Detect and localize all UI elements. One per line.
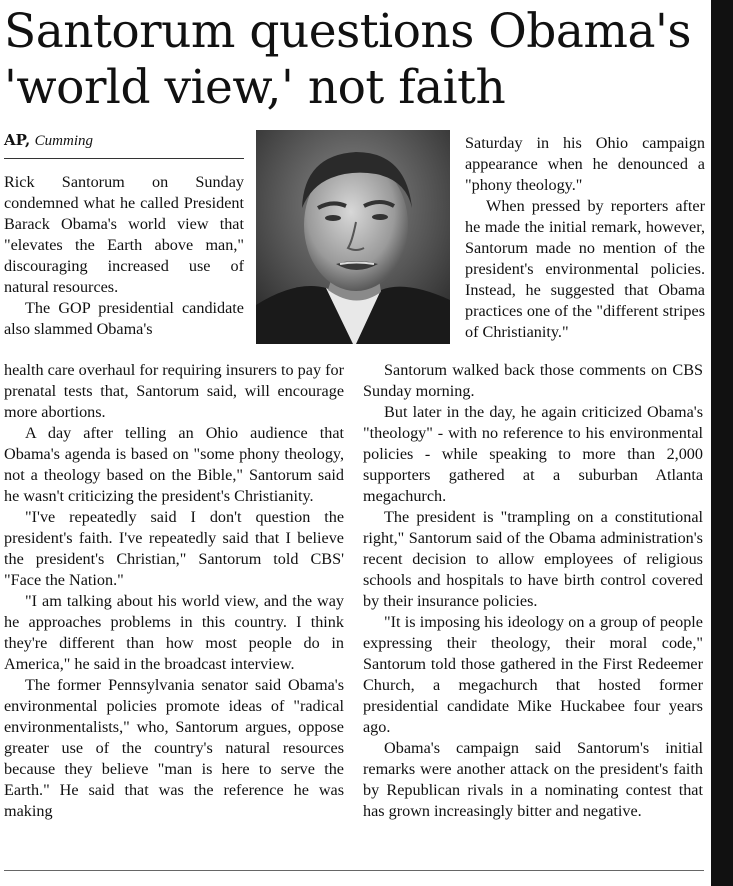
column-2-bottom bbox=[363, 360, 703, 822]
byline bbox=[4, 130, 244, 151]
paragraph: The former Pennsylvania senator said Obama's environmental policies promote ideas of "radical environmentalists," who, Santorum argues, oppose greater use of the country's natural resources because they believe "man is here to serve the Earth." He said that was the reference he was making bbox=[4, 676, 344, 820]
paragraph: The president is "trampling on a constitutional right," Santorum said of the Obama administration's recent decision to allow employees of religious schools and hospitals to have birth control covered by their insurance policies. bbox=[363, 508, 703, 610]
column-1-top bbox=[4, 172, 244, 340]
paragraph: "I am talking about his world view, and the way he approaches problems in this country. I think they're different than how most people do in America," he said in the broadcast interview. bbox=[4, 592, 344, 673]
byline-location: Cumming bbox=[34, 133, 94, 149]
bottom-divider bbox=[4, 870, 704, 871]
paragraph: "I've repeatedly said I don't question the president's faith. I've repeatedly said that I believe the president's Christian," Santorum told CBS' "Face the Nation." bbox=[4, 508, 344, 589]
byline-source: AP, bbox=[4, 131, 31, 149]
paragraph: Obama's campaign said Santorum's initial remarks were another attack on the president's faith by Republican rivals in a nominating contest that has grown increasingly bitter and negative. bbox=[363, 739, 703, 820]
paragraph: A day after telling an Ohio audience that Obama's agenda is based on "some phony theology, not a theology based on the Bible," Santorum said he wasn't criticizing the president's Christianity. bbox=[4, 424, 344, 505]
santorum-photo bbox=[256, 130, 450, 344]
byline-divider bbox=[4, 158, 244, 159]
paragraph: "It is imposing his ideology on a group of people expressing their theology, their moral code," Santorum told those gathered in the First Redeemer Church, a megachurch that hosted former presidential candidate Mike Huckabee four years ago. bbox=[363, 613, 703, 736]
paragraph: But later in the day, he again criticized Obama's "theology" - with no reference to his environmental policies - while speaking to more than 2,000 supporters gathered at a suburban Atlanta megachurch. bbox=[363, 403, 703, 505]
paragraph: Santorum walked back those comments on CBS Sunday morning. bbox=[363, 361, 703, 400]
column-2-top bbox=[465, 133, 705, 343]
paragraph: health care overhaul for requiring insurers to pay for prenatal tests that, Santorum said, will encourage more abortions. bbox=[4, 361, 344, 421]
paragraph: When pressed by reporters after he made the initial remark, however, Santorum made no mention of the president's environmental policies. Instead, he suggested that Obama practices one of the "different stripes of Christianity." bbox=[465, 197, 705, 341]
page-edge-bar bbox=[711, 0, 733, 886]
headline: Santorum questions Obama's 'world view,' not faith bbox=[4, 4, 692, 115]
column-1-bottom bbox=[4, 360, 344, 822]
paragraph: Rick Santorum on Sunday condemned what he called President Barack Obama's world view that "elevates the Earth above man," discouraging increased use of natural resources. bbox=[4, 173, 244, 296]
paragraph: Saturday in his Ohio campaign appearance when he denounced a "phony theology." bbox=[465, 134, 705, 194]
paragraph: The GOP presidential candidate also slammed Obama's bbox=[4, 299, 244, 338]
